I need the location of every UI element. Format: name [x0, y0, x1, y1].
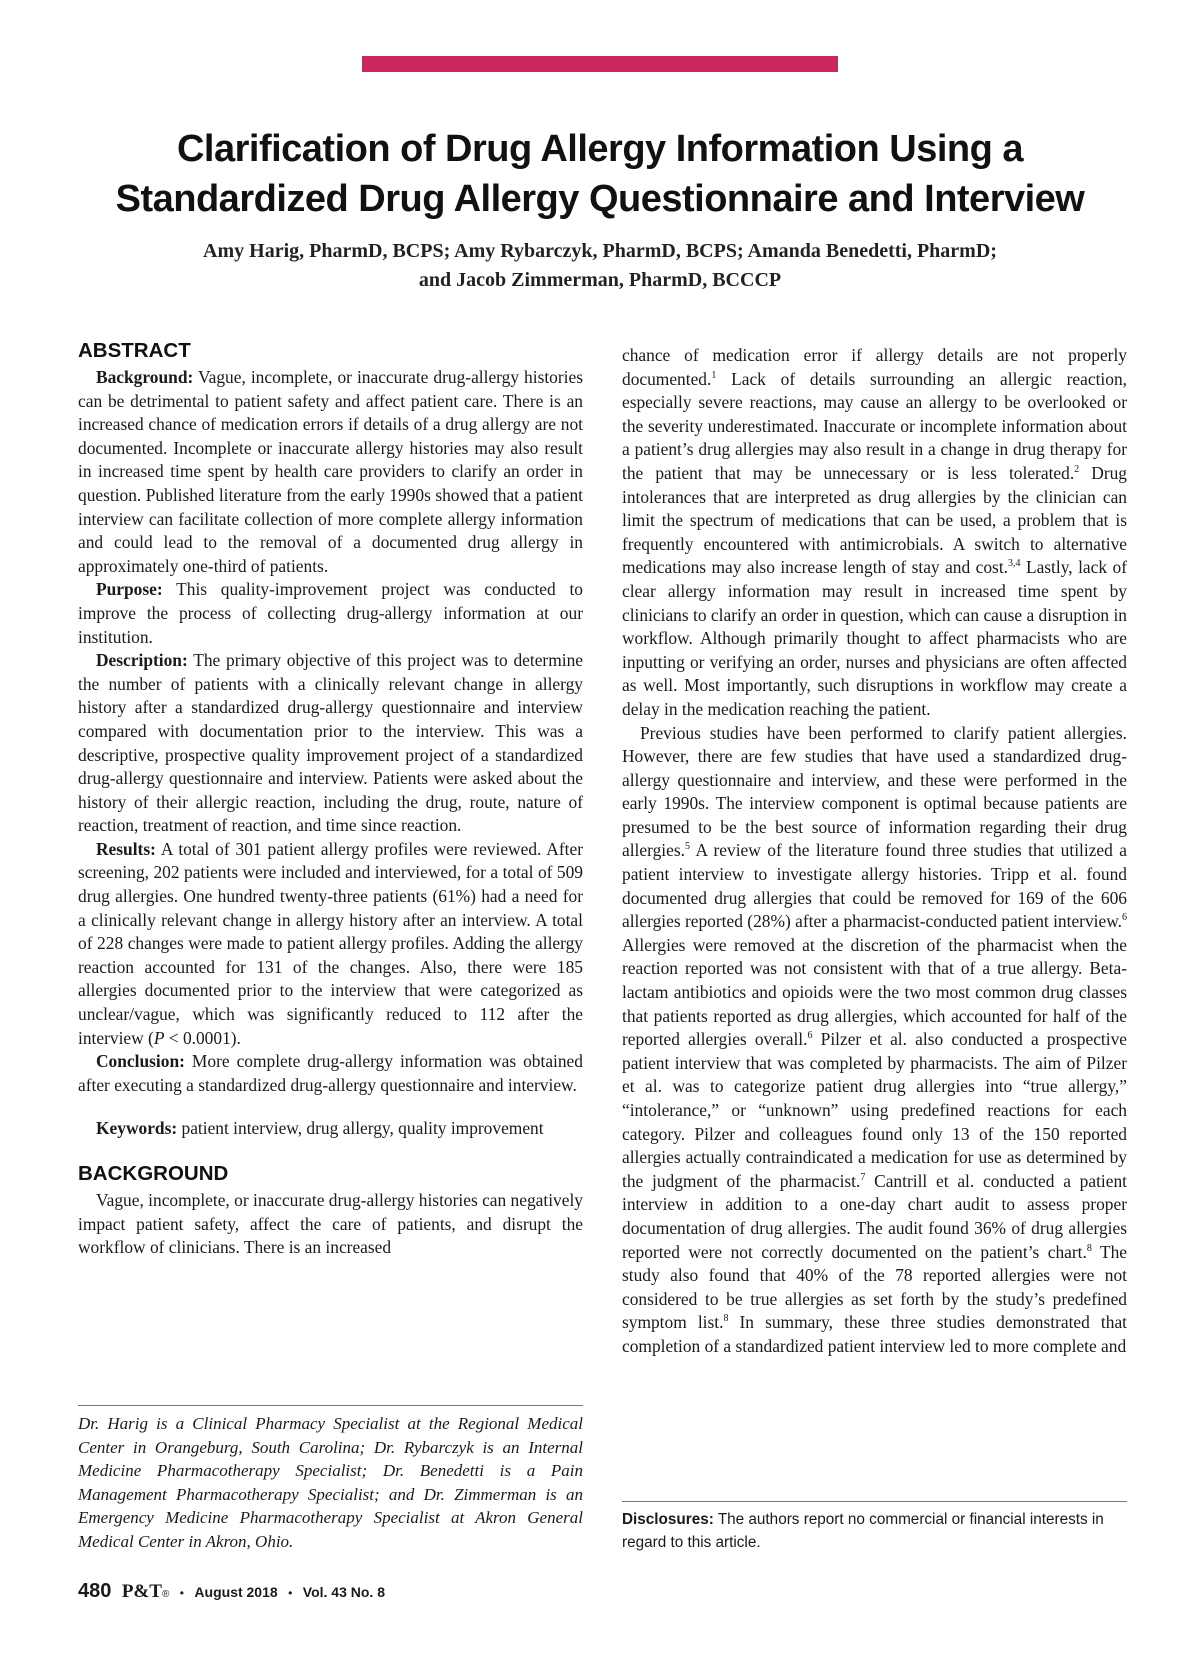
author-list — [40, 237, 1160, 295]
affiliation-divider — [78, 1405, 583, 1406]
footer-bullet: • — [288, 1586, 293, 1600]
abstract-heading: ABSTRACT — [78, 339, 191, 362]
left-column — [78, 338, 583, 1260]
abstract-purpose — [78, 578, 583, 649]
author-line: Amy Harig, PharmD, BCPS; Amy Rybarczyk, PharmD, BCPS; Amanda Benedetti, PharmD; — [203, 240, 997, 262]
conclusion-label: Conclusion: — [96, 1051, 185, 1072]
volume-issue: Vol. 43 No. 8 — [302, 1584, 385, 1600]
right-column — [622, 344, 1127, 1359]
footer-bullet: • — [179, 1586, 184, 1600]
body-paragraph: chance of medication error if allergy details are not properly documented.$^1$ Lack of details surrounding an allergic reaction, especially severe reactions, may cause an allergy to be overlooked or the severity underestimated. Inaccurate or incomplete information about a patient’s drug allergies may also result in a change in drug therapy for the patient that may be unnecessary or is less tolerated.$^2$ Drug intolerances that are interpreted as drug allergies by the clinician can limit the spectrum of medications that can be used, a problem that is frequently encountered with antimicrobials. A switch to alternative medications may also increase length of stay and cost.$^{3,4}$ Lastly, lack of clear allergy information may result in increased time spent by clinicians to clarify an order in question, which can cause a disruption in workflow. Although primarily thought to affect pharmacists who are inputting or verifying an order, nurses and physicians are often affected as well. Most importantly, such disruptions in workflow may create a delay in the medication reaching the patient. — [622, 345, 1128, 719]
background-heading: BACKGROUND — [78, 1162, 229, 1185]
purpose-text: This quality-improvement project was conducted to improve the process of collecting drug-allergy information at our institution. — [78, 579, 583, 647]
conclusion-text: More complete drug-allergy information was obtained after executing a standardized drug-allergy questionnaire and interview. — [78, 1051, 583, 1095]
reference-marker: 6 — [807, 1030, 813, 1042]
page-number: 480 — [78, 1580, 112, 1602]
keywords-label: Keywords: — [96, 1118, 178, 1139]
reference-marker: 3,4 — [1008, 558, 1021, 570]
disclosures-divider — [622, 1501, 1127, 1502]
description-text: The primary objective of this project was to determine the number of patients with a clinically relevant change in allergy history after a standardized drug-allergy questionnaire and interview compared with documentation prior to the interview. This was a descriptive, prospective quality improvement project of a standardized drug-allergy questionnaire and interview. Patients were asked about the history of their allergic reaction, including the drug, route, nature of reaction, treatment of reaction, and time since reaction. — [78, 650, 583, 836]
disclosures-label: Disclosures: — [622, 1511, 714, 1528]
abstract-results — [78, 838, 583, 1050]
accent-bar — [362, 56, 838, 72]
results-label: Results: — [96, 838, 156, 859]
abstract-description — [78, 649, 583, 838]
reference-marker: 1 — [711, 369, 717, 381]
author-affiliations: Dr. Harig is a Clinical Pharmacy Specialist at the Regional Medical Center in Orangeburg, South Carolina; Dr. Rybarczyk is an Internal Medicine Pharmacotherapy Specialist; Dr. Benedetti is a Pain Management Pharmacotherapy Specialist; and Dr. Zimmerman is an Emergency Medicine Pharmacotherapy Specialist at Akron General Medical Center in Akron, Ohio. — [78, 1414, 583, 1551]
description-label: Description: — [96, 650, 188, 671]
title-line: Standardized Drug Allergy Questionnaire and Interview — [115, 178, 1085, 220]
reference-marker: 8 — [1086, 1242, 1092, 1254]
results-text: A total of 301 patient allergy profiles were reviewed. After screening, 202 patients were included and interviewed, for a total of 509 drug allergies. One hundred twenty-three patients (61%) had a need for a clinically relevant change in allergy history after an interview. A total of 228 changes were made to patient allergy profiles. Adding the allergy reaction accounted for 131 of the changes. Also, there were 185 allergies documented prior to the interview that were categorized as unclear/vague, which was significantly reduced to 112 after the interview ( — [78, 838, 583, 1048]
results-text-end: < 0.0001). — [164, 1027, 241, 1048]
reference-marker: 5 — [684, 841, 690, 853]
reference-marker: 6 — [1122, 912, 1127, 924]
title-line: Clarification of Drug Allergy Information Using a — [176, 128, 1024, 170]
background-label: Background: — [96, 367, 194, 387]
issue-date: August 2018 — [194, 1584, 278, 1600]
registered-mark: ® — [161, 1589, 170, 1600]
disclosures-text: The authors report no commercial or financial interests in regard to this article. — [622, 1511, 1104, 1551]
journal-name: P&T — [121, 1581, 162, 1602]
page-footer — [78, 1580, 385, 1603]
reference-marker: 2 — [1074, 464, 1080, 476]
article-title — [40, 124, 1160, 224]
body-paragraph: Previous studies have been performed to clarify patient allergies. However, there are few studies that have used a standardized drug-allergy questionnaire and interview, and these were performed in the early 1990s. The interview component is optimal because patients are presumed to be the best source of information regarding their drug allergies.$^5$ A review of the literature found three studies that utilized a patient interview to investigate allergy histories. Tripp et al. found documented drug allergies that could be removed for 169 of the 606 allergies reported (28%) after a pharmacist-conducted patient interview.$^6$ Allergies were removed at the discretion of the pharmacist when the reaction reported was not consistent with that of a true allergy. Beta-lactam antibiotics and opioids were the two most common drug classes that patients reported as drug allergies, which accounted for half of the reported allergies overall.$^6$ Pilzer et al. also conducted a prospective patient interview that was completed by pharmacists. The aim of Pilzer et al. was to categorize patient drug allergies into “true allergy,” “intolerance,” or “unknown” using predefined reactions for each category. Pilzer and colleagues found only 13 of the 150 reported allergies actually contraindicated a medication for use as determined by the judgment of the pharmacist.$^7$ Cantrill et al. conducted a patient interview in addition to a one-day chart audit to assess proper documentation of drug allergies. The audit found 36% of drug allergies reported were not correctly documented on the patient’s chart.$^8$ The study also found that 40% of the 78 reported allergies were not considered to be true allergies as set forth by the study’s predefined symptom list.$^8$ In summary, these three studies demonstrated that completion of a standardized patient interview led to more complete and — [622, 722, 1127, 1356]
reference-marker: 8 — [723, 1313, 729, 1325]
disclosures — [622, 1508, 1127, 1554]
keywords-text: patient interview, drug allergy, quality improvement — [181, 1118, 544, 1139]
author-line: and Jacob Zimmerman, PharmD, BCCCP — [418, 269, 782, 291]
background-paragraph: Vague, incomplete, or inaccurate drug-allergy histories can negatively impact patient safety, affect the care of patients, and disrupt the workflow of clinicians. There is an increased — [78, 1190, 583, 1258]
background-text: Vague, incomplete, or inaccurate drug-allergy histories can be detrimental to patient safety and affect patient care. There is an increased chance of medication errors if details of a drug allergy are not documented. Incomplete or inaccurate allergy histories may also result in increased time spent by health care providers to clarify an order in question. Published literature from the early 1990s showed that a patient interview can facilitate collection of more complete allergy information and could lead to the removal of a documented drug allergy in approximately one-third of patients. — [78, 367, 583, 576]
keywords — [78, 1117, 583, 1141]
purpose-label: Purpose: — [96, 579, 163, 600]
abstract-conclusion — [78, 1050, 583, 1097]
p-value-symbol: P — [153, 1027, 165, 1048]
reference-marker: 7 — [860, 1171, 866, 1183]
abstract-background — [78, 366, 583, 578]
